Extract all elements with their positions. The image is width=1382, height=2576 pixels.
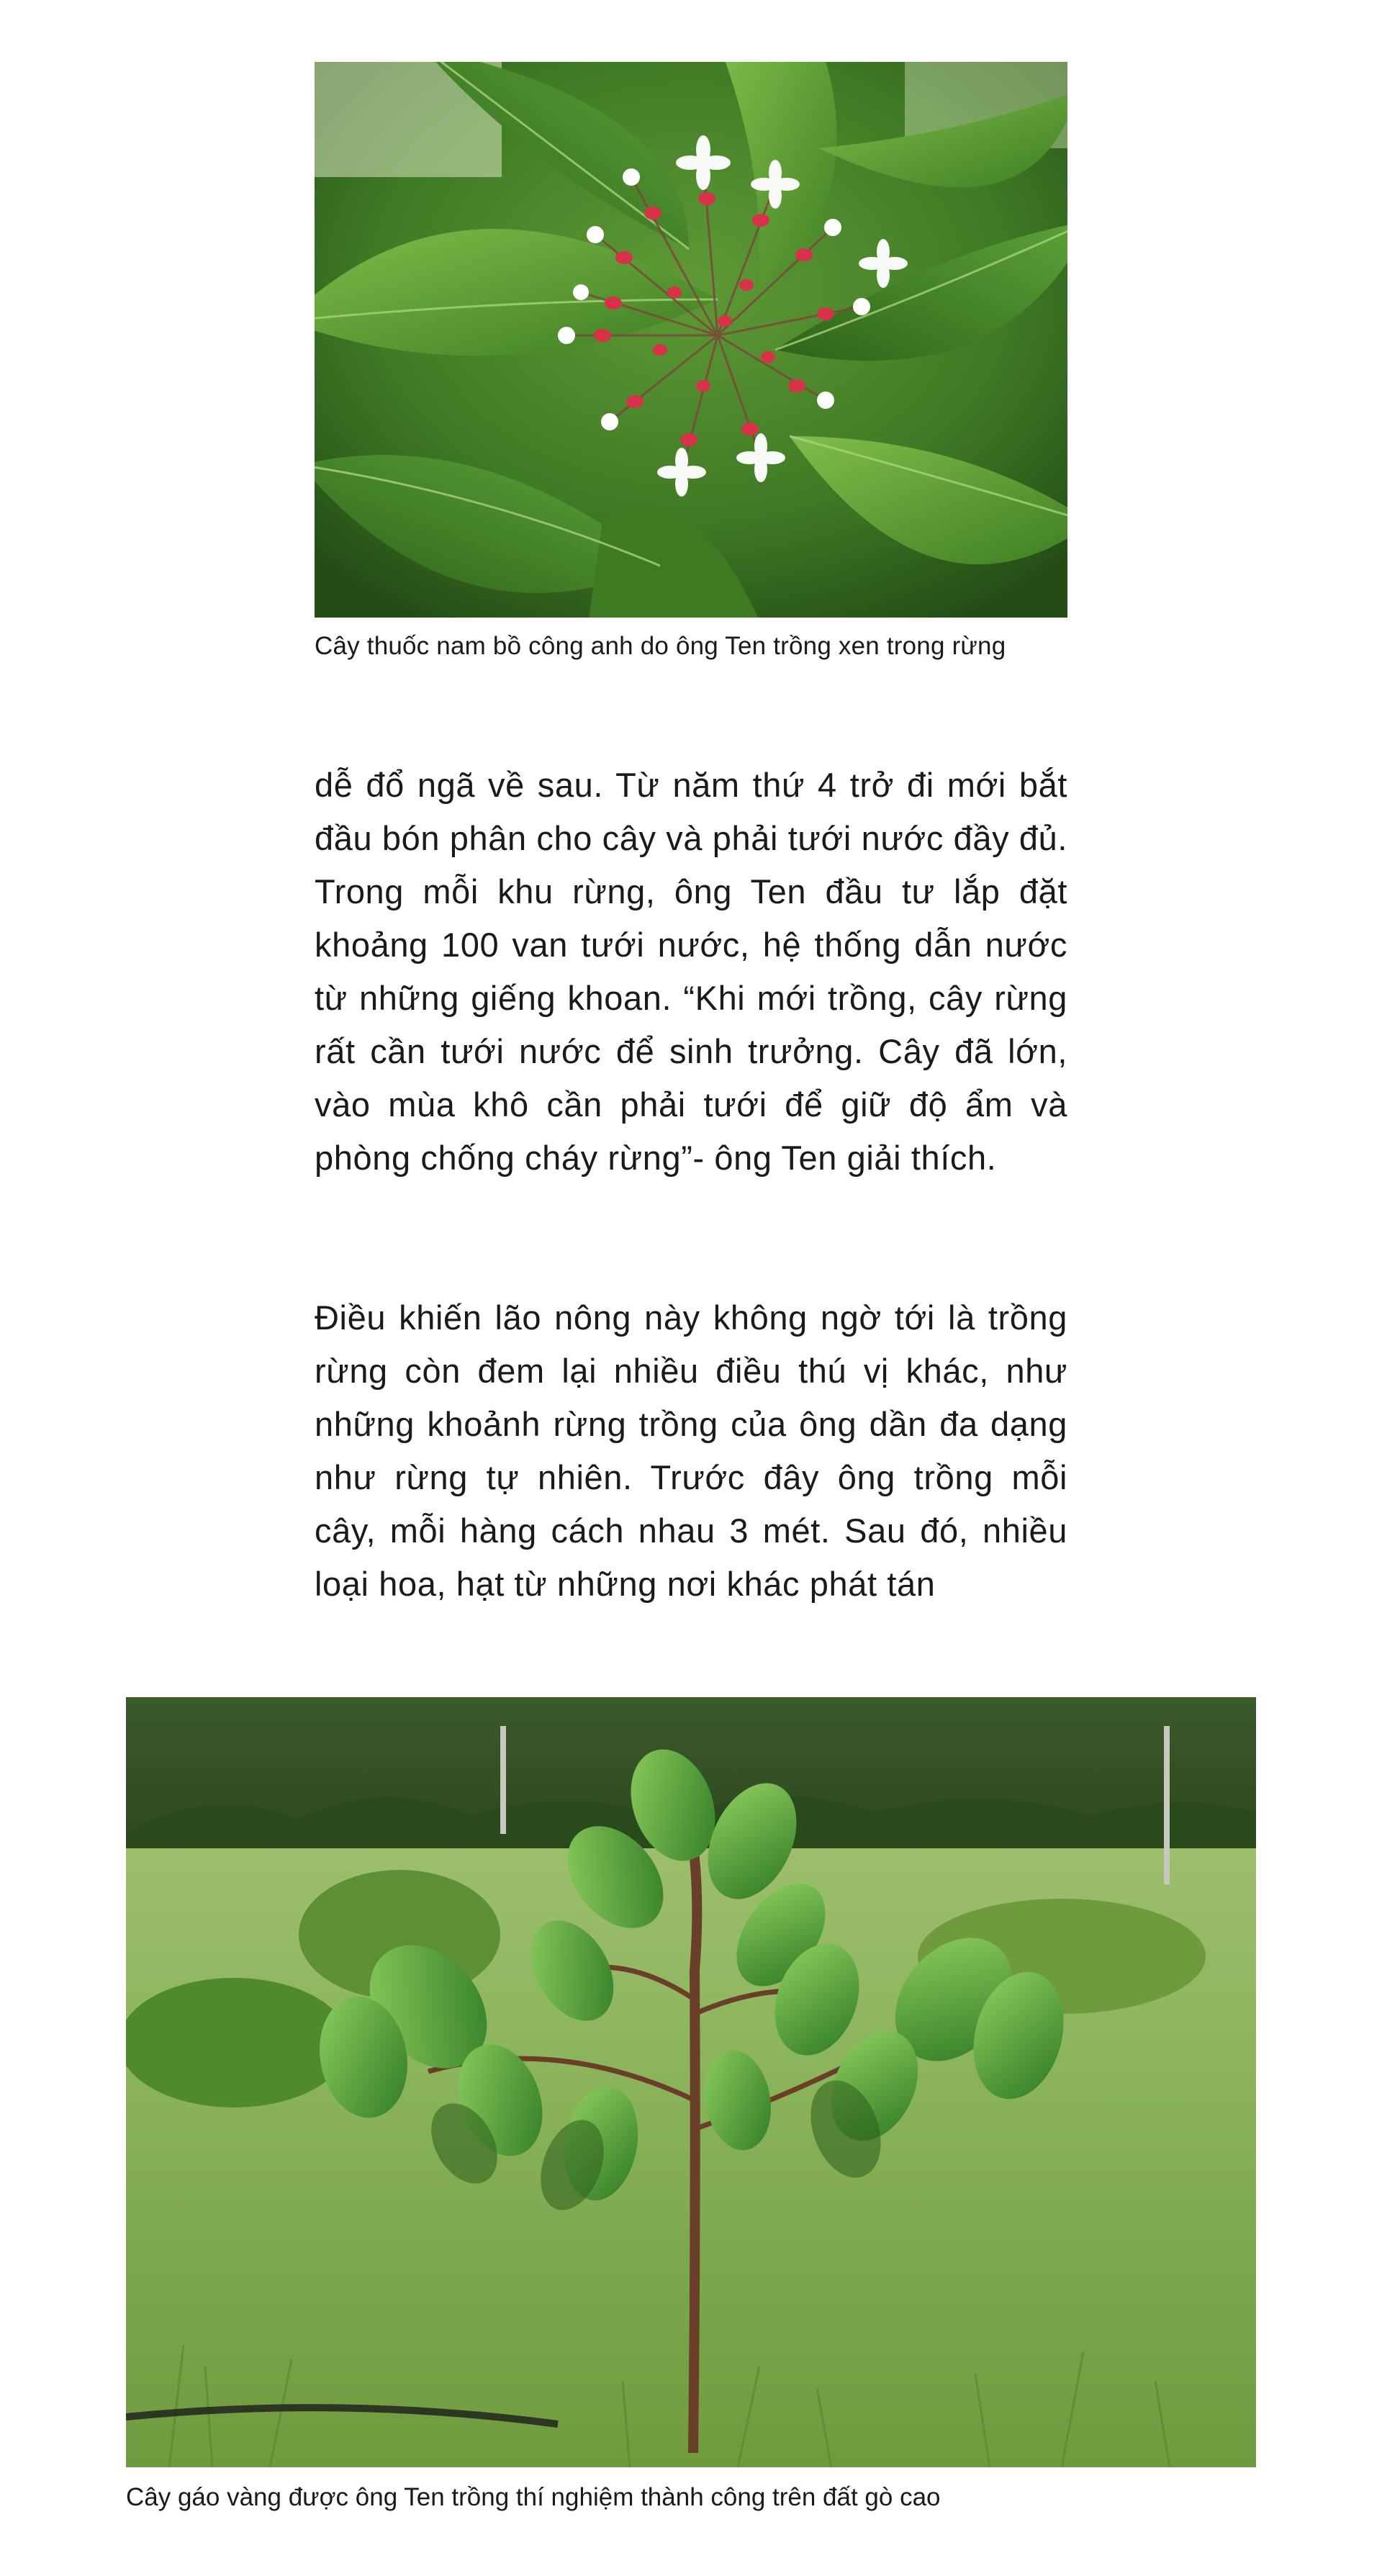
sapling-illustration bbox=[126, 1697, 1256, 2467]
flower-illustration bbox=[315, 62, 1067, 618]
article-paragraph: dễ đổ ngã về sau. Từ năm thứ 4 trở đi mới bắt đầu bón phân cho cây và phải tưới nước đầy đủ. Trong mỗi khu rừng, ông Ten đầu tư lắp đặt khoảng 100 van tưới nước, hệ thống dẫn nước từ những giếng khoan. “Khi mới trồng, cây rừng rất cần tưới nước để sinh trưởng. Cây đã lớn, vào mùa khô cần phải tưới để giữ độ ẩm và phòng chống cháy rừng”- ông Ten giải thích. bbox=[315, 766, 1067, 1177]
article-paragraph: Điều khiến lão nông này không ngờ tới là trồng rừng còn đem lại nhiều điều thú vị khác, như những khoảnh rừng trồng của ông dần đa dạng như rừng tự nhiên. Trước đây ông trồng mỗi cây, mỗi hàng cách nhau 3 mét. Sau đó, nhiều loại hoa, hạt từ những nơi khác phát tán bbox=[315, 1298, 1067, 1603]
photo-caption: Cây gáo vàng được ông Ten trồng thí nghiệm thành công trên đất gò cao bbox=[126, 2483, 941, 2511]
flower-photo bbox=[315, 62, 1067, 618]
photo-caption: Cây thuốc nam bồ công anh do ông Ten trồng xen trong rừng bbox=[315, 632, 1006, 660]
sapling-photo bbox=[126, 1697, 1256, 2467]
